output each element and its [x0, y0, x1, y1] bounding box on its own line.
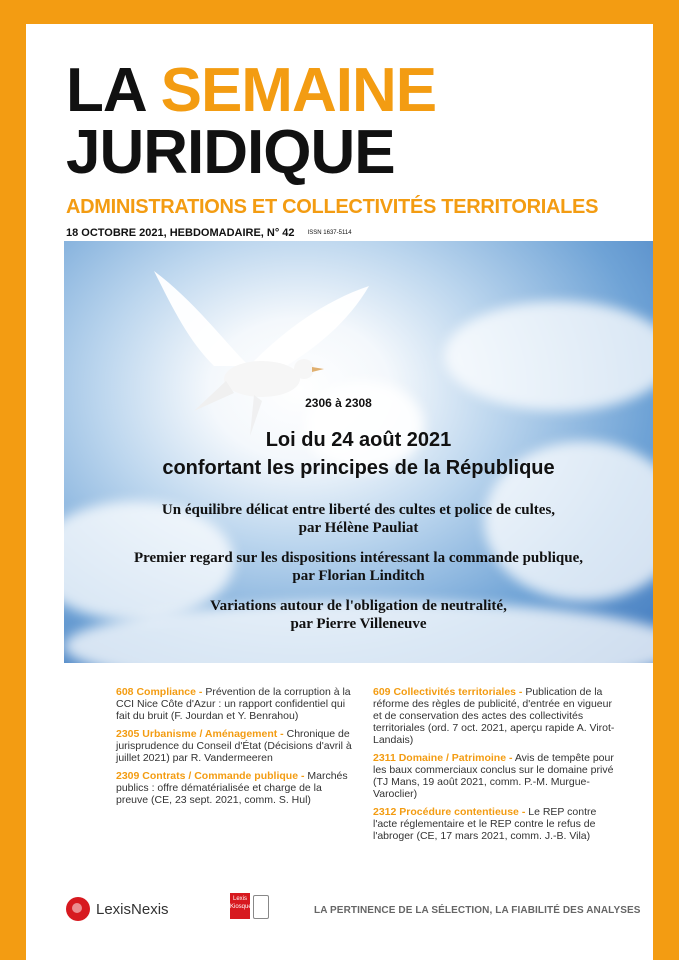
magazine-title-line2: JURIDIQUE: [66, 118, 395, 187]
contents-item: [116, 728, 356, 764]
item-rubric: Contrats / Commande publique -: [142, 770, 305, 782]
lexisnexis-logo-icon: [66, 897, 90, 921]
item-text: Chronique de jurisprudence du Conseil d'État (Décisions d'avril à juillet 2021) par R. Vandermeeren: [116, 728, 352, 764]
article-author: par Pierre Villeneuve: [290, 616, 427, 632]
kiosque-line1: Lexis: [232, 896, 247, 902]
magazine-title-line1: [66, 56, 437, 125]
issn: ISSN 1637-5114: [307, 230, 352, 237]
item-text: Marchés publics : offre dématérialisée et charge de la preuve (CE, 23 sept. 2021, comm. S. Hul): [116, 770, 348, 806]
contents-left-column: [116, 686, 356, 812]
item-number: 608: [116, 686, 134, 698]
item-text: Le REP contre l'acte réglementaire et le REP contre le refus de l'abroger (CE, 17 mars 2021, comm. J.-B. Vila): [373, 806, 597, 842]
issue-date: 18 OCTOBRE 2021, HEBDOMADAIRE, N° 42: [66, 227, 295, 239]
item-number: 2311: [373, 752, 396, 764]
law-title-line1: Loi du 24 août 2021: [265, 429, 452, 451]
law-title: [64, 426, 653, 482]
tagline: LA PERTINENCE DE LA SÉLECTION, LA FIABILITÉ DES ANALYSES: [314, 905, 641, 916]
article-title: Premier regard sur les dispositions intéressant la commande publique,: [133, 550, 584, 566]
magazine-subtitle: ADMINISTRATIONS ET COLLECTIVITÉS TERRITORIALES: [66, 196, 599, 218]
title-semaine: SEMAINE: [160, 56, 437, 125]
lexis-kiosque-badge: [230, 893, 269, 919]
item-number: 2309: [116, 770, 140, 782]
article-title: Variations autour de l'obligation de neutralité,: [210, 598, 507, 614]
feature-article-3: [64, 597, 653, 633]
item-number: 2305: [116, 728, 140, 740]
law-title-line2: confortant les principes de la République: [162, 457, 555, 479]
article-refs: 2306 à 2308: [305, 396, 372, 410]
feature-article-1: [64, 501, 653, 537]
article-title: Un équilibre délicat entre liberté des cultes et police de cultes,: [161, 502, 556, 518]
item-rubric: Urbanisme / Aménagement -: [142, 728, 284, 740]
tablet-icon: [253, 895, 269, 919]
item-number: 609: [373, 686, 391, 698]
article-author: par Florian Linditch: [292, 568, 425, 584]
item-text: Publication de la réforme des règles de publicité, d'entrée en vigueur et de conservation des actes des collectivités territoriales (ord. 7 oct. 2021, aperçu rapide A. Virot-Landais): [373, 686, 615, 746]
item-rubric: Domaine / Patrimoine -: [398, 752, 513, 764]
contents-item: [373, 806, 623, 842]
contents-item: [373, 686, 623, 746]
item-text: Prévention de la corruption à la CCI Nice Côte d'Azur : un rapport confidentiel qui fait du bruit (F. Jourdan et Y. Benrahou): [116, 686, 351, 722]
brand-name: LexisNexis: [96, 900, 169, 918]
article-author: par Hélène Pauliat: [298, 520, 419, 536]
issue-info: [66, 227, 352, 239]
title-la: LA: [66, 56, 145, 125]
cover-page: [26, 24, 653, 960]
item-rubric: Compliance -: [136, 686, 203, 698]
contents-right-column: [373, 686, 623, 848]
contents-item: [116, 686, 356, 722]
cloud: [444, 301, 653, 411]
kiosque-book-icon: [230, 893, 250, 919]
contents-item: [116, 770, 356, 806]
item-text: Avis de tempête pour les baux commerciaux conclus sur le domaine privé (TJ Mans, 19 août 2021, comm. P.-M. Murgue-Varoclier): [373, 752, 614, 800]
dove-icon: [134, 261, 374, 451]
item-number: 2312: [373, 806, 397, 818]
item-rubric: Procédure contentieuse -: [399, 806, 526, 818]
lexisnexis-logo: [66, 897, 169, 921]
contents-item: [373, 752, 623, 800]
hero-image: [64, 241, 653, 663]
item-rubric: Collectivités territoriales -: [393, 686, 523, 698]
feature-article-2: [64, 549, 653, 585]
kiosque-line2: Kiosque: [230, 904, 252, 910]
